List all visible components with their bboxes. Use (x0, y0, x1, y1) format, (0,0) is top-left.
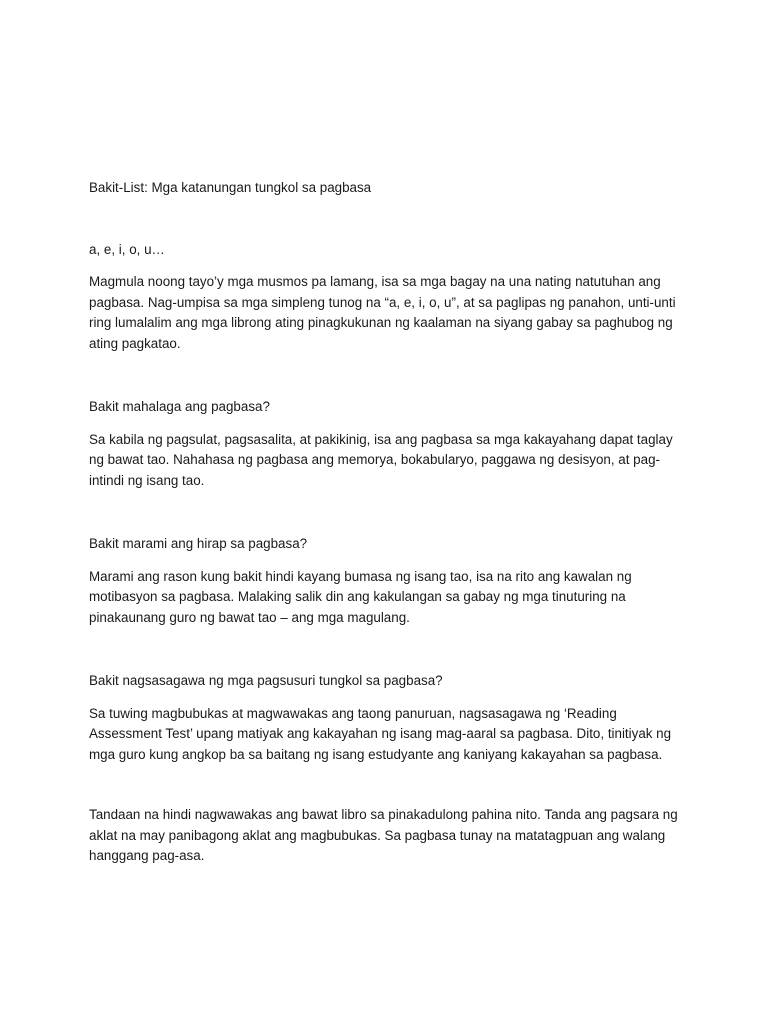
intro-heading: a, e, i, o, u… (89, 241, 165, 257)
question-heading-3: Bakit nagsasagawa ng mga pagsusuri tungkol sa pagbasa? (89, 673, 443, 688)
document-body (89, 178, 689, 867)
answer-paragraph-3: Sa tuwing magbubukas at magwawakas ang taong panuruan, nagsasagawa ng ‘Reading Assessment Test’ upang matiyak ang kakayahan ng isang mag-aaral sa pagbasa. Dito, tinitiyak ng mga guro kung angkop ba sa baitang ng isang estudyante ang kaniyang kakayahan sa pagbasa. (89, 705, 672, 762)
intro-paragraph: Magmula noong tayo’y mga musmos pa lamang, isa sa mga bagay na una nating natutuhan ang pagbasa. Nag-umpisa sa mga simpleng tunog na “a, e, i, o, u”, at sa paglipas ng panahon, unti-unti ring lumalalim ang mga librong ating pinagkukunan ng kaalaman na siyang gabay sa paghubog ng ating pagkatao. (89, 274, 676, 351)
question-heading-1: Bakit mahalaga ang pagbasa? (89, 399, 270, 414)
answer-paragraph-2: Marami ang rason kung bakit hindi kayang bumasa ng isang tao, isa na rito ang kawalan ng motibasyon sa pagbasa. Malaking salik din ang kakulangan sa gabay ng mga tinuturing na pinakaunang guro ng bawat tao – ang mga magulang. (89, 568, 632, 625)
closing-paragraph: Tandaan na hindi nagwawakas ang bawat libro sa pinakadulong pahina nito. Tanda ang pagsara ng aklat na may panibagong aklat ang magbubukas. Sa pagbasa tunay na matatagpuan ang walang hanggang pag-asa. (89, 807, 678, 863)
answer-paragraph-1: Sa kabila ng pagsulat, pagsasalita, at pakikinig, isa ang pagbasa sa mga kakayahang dapat taglay ng bawat tao. Nahahasa ng pagbasa ang memorya, bokabularyo, paggawa ng desisyon, at pag-intindi ng isang tao. (89, 431, 673, 488)
document-title: Bakit-List: Mga katanungan tungkol sa pagbasa (89, 180, 372, 195)
question-heading-2: Bakit marami ang hirap sa pagbasa? (89, 536, 308, 551)
